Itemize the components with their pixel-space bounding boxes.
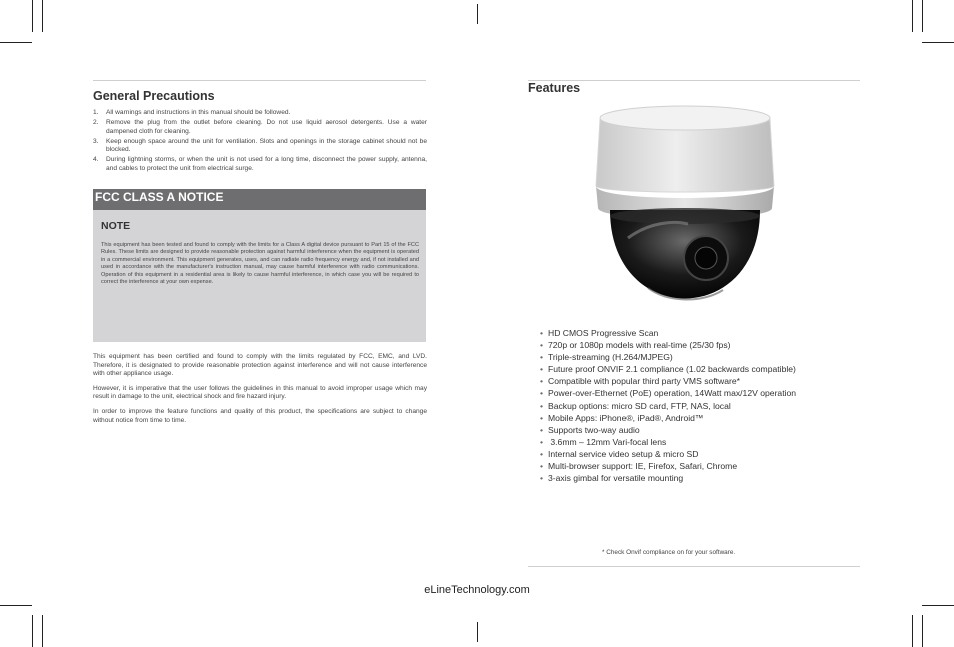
general-precautions-title: General Precautions	[93, 89, 215, 103]
list-text: Remove the plug from the outlet before cleaning. Do not use liquid aerosol detergents. Use a water dampened cloth for cleaning.	[106, 119, 427, 135]
list-text: All warnings and instructions in this manual should be followed.	[106, 109, 291, 116]
crop-mark	[0, 605, 32, 606]
bullet-icon: •	[540, 328, 544, 338]
bullet-icon: •	[540, 340, 544, 351]
crop-mark	[0, 42, 32, 43]
list-item	[93, 137, 427, 155]
feature-text: 3-axis gimbal for versatile mounting	[548, 473, 684, 484]
bullet-icon: •	[540, 461, 544, 472]
bullet-icon: •	[540, 436, 544, 447]
bullet-icon: •	[540, 376, 544, 387]
bullet-icon: •	[540, 448, 544, 459]
list-item	[93, 109, 427, 117]
list-item	[93, 119, 427, 136]
top-rule-left	[93, 80, 426, 81]
list-item	[540, 387, 860, 399]
list-text: Keep enough space around the unit for ventilation. Slots and openings in the storage cabinet should not be blocked.	[106, 137, 427, 154]
feature-text: 720p or 1080p models with real-time (25/30 fps)	[548, 340, 731, 351]
crop-mark	[477, 4, 478, 24]
crop-mark	[477, 622, 478, 642]
bottom-rule-right	[528, 566, 860, 567]
features-title: Features	[528, 81, 581, 95]
crop-mark	[922, 615, 923, 647]
list-item	[540, 448, 860, 460]
bullet-icon: •	[540, 473, 544, 484]
feature-text: Future proof ONVIF 2.1 compliance (1.02 backwards compatible)	[548, 364, 796, 375]
dome-camera-image	[588, 98, 782, 316]
feature-text: HD CMOS Progressive Scan	[548, 328, 659, 338]
crop-mark	[912, 615, 913, 647]
list-text: During lightning storms, or when the unit is not used for a long time, disconnect the power supply, antenna, and cables to protect the unit from electrical surge.	[106, 156, 427, 172]
feature-text: Triple-streaming (H.264/MJPEG)	[548, 352, 673, 363]
onvif-footnote: * Check Onvif compliance on for your software.	[602, 549, 736, 556]
note-text: This equipment has been tested and found to comply with the limits for a Class A digital device pursuant to Part 15 of the FCC Rules. These limits are designed to provide reasonable protection against harmful interference when the equipment is operated in a commercial environment. This equipment generates, uses, and can radiate radio frequency energy and, if not installed and used in accordance with the manufacturer's instruction manual, may cause harmful interference with radio communications. Operation of this equipment in a residential area is likely to cause harmful interference, in which case you will be required to correct the interference at your own expense.	[101, 242, 419, 286]
bullet-icon: •	[540, 352, 544, 363]
feature-text: Compatible with popular third party VMS software*	[548, 376, 741, 387]
list-item	[540, 424, 860, 436]
list-item	[540, 400, 860, 412]
list-item	[540, 436, 860, 448]
paragraph: This equipment has been certified and found to comply with the limits regulated by FCC, EMC, and LVD. Therefore, it is designated to provide reasonable protection against interference and will not cause interference with other appliance usage.	[93, 353, 427, 378]
crop-mark	[32, 0, 33, 32]
feature-text: Backup options: micro SD card, FTP, NAS, local	[548, 400, 731, 411]
feature-text: Internal service video setup & micro SD	[548, 448, 699, 459]
list-item	[540, 412, 860, 424]
paragraph: In order to improve the feature functions and quality of this product, the specifications are subject to change without notice from time to time.	[93, 407, 427, 424]
list-item	[540, 351, 860, 363]
list-item	[93, 156, 427, 173]
crop-mark	[922, 0, 923, 32]
bullet-icon: •	[540, 388, 544, 399]
feature-text: Mobile Apps: iPhone®, iPad®, Android™	[548, 412, 704, 423]
fcc-note-box	[93, 210, 426, 342]
paragraph: However, it is imperative that the user follows the guidelines in this manual to avoid improper usage which may result in damage to the unit, electrical shock and fire hazard injury.	[93, 384, 427, 401]
list-number: 4.	[93, 156, 99, 164]
crop-mark	[42, 0, 43, 32]
feature-text: Multi-browser support: IE, Firefox, Safari, Chrome	[548, 461, 738, 472]
feature-text: Power-over-Ethernet (PoE) operation, 14Watt max/12V operation	[548, 388, 797, 399]
list-item	[540, 375, 860, 387]
crop-mark	[912, 0, 913, 32]
list-number: 2.	[93, 119, 99, 127]
footer-website: eLineTechnology.com	[424, 584, 530, 596]
crop-mark	[42, 615, 43, 647]
bullet-icon: •	[540, 412, 544, 423]
bullet-icon: •	[540, 400, 544, 411]
note-title: NOTE	[101, 220, 131, 232]
list-item	[540, 460, 860, 472]
feature-text: Supports two-way audio	[548, 424, 640, 435]
list-number: 3.	[93, 137, 99, 145]
feature-text: 3.6mm – 12mm Vari-focal lens	[548, 436, 667, 447]
crop-mark	[922, 42, 954, 43]
crop-mark	[922, 605, 954, 606]
crop-mark	[32, 615, 33, 647]
bullet-icon: •	[540, 424, 544, 435]
list-item	[540, 472, 860, 484]
list-number: 1.	[93, 109, 99, 116]
precautions-list	[93, 109, 427, 173]
fcc-notice-header: FCC CLASS A NOTICE	[93, 189, 426, 210]
list-item	[540, 339, 860, 351]
general-precautions-section	[93, 89, 427, 175]
bullet-icon: •	[540, 364, 544, 375]
list-item	[540, 363, 860, 375]
compliance-paragraphs	[93, 353, 427, 431]
list-item	[540, 327, 860, 339]
features-list	[540, 327, 860, 484]
